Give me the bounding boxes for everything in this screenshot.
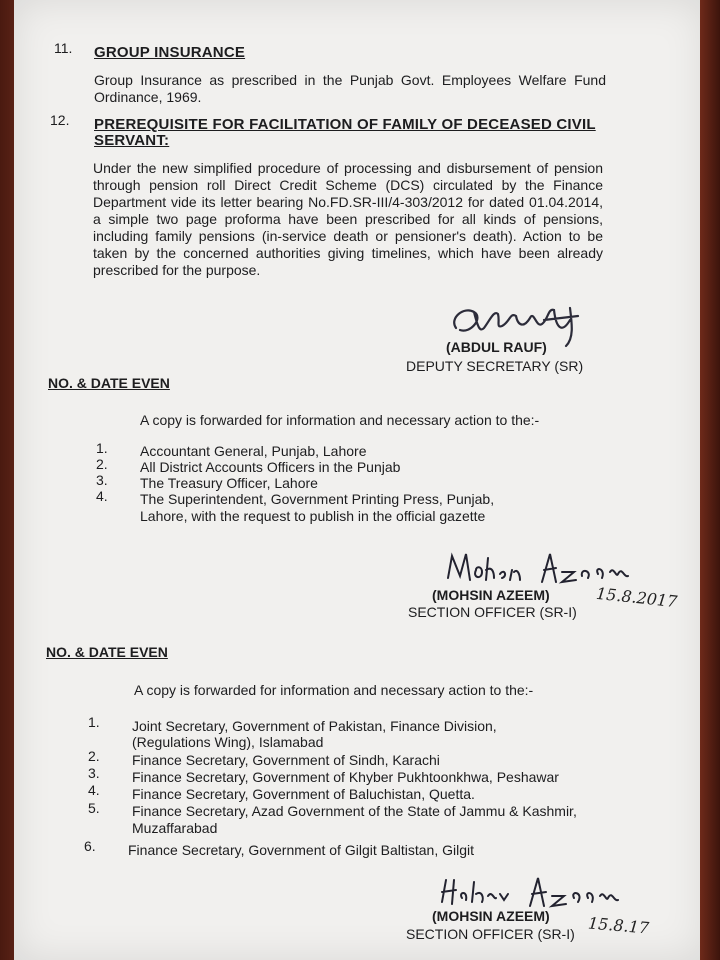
copy-1-item-3-text: The Treasury Officer, Lahore bbox=[140, 475, 318, 491]
background-edge bbox=[700, 0, 720, 960]
copy-1-heading: NO. & DATE EVEN bbox=[48, 375, 170, 391]
signatory-1-name: (ABDUL RAUF) bbox=[446, 339, 547, 355]
copy-1-item-2-number: 2. bbox=[96, 456, 108, 472]
copy-1-item-1-text: Accountant General, Punjab, Lahore bbox=[140, 443, 367, 459]
copy-2-item-2-number: 2. bbox=[88, 748, 100, 764]
copy-1-intro: A copy is forwarded for information and necessary action to the:- bbox=[140, 412, 540, 428]
document-page bbox=[14, 0, 704, 960]
signatory-3-name: (MOHSIN AZEEM) bbox=[432, 908, 550, 924]
copy-1-item-2-text: All District Accounts Officers in the Punjab bbox=[140, 459, 401, 475]
copy-2-item-6-text: Finance Secretary, Government of Gilgit Baltistan, Gilgit bbox=[128, 842, 474, 858]
signatory-1-title: DEPUTY SECRETARY (SR) bbox=[406, 358, 584, 374]
copy-1-item-3-number: 3. bbox=[96, 472, 108, 488]
section-11-text: Group Insurance as prescribed in the Punjab Govt. Employees Welfare Fund Ordinance, 1969. bbox=[94, 72, 606, 105]
copy-2-heading: NO. & DATE EVEN bbox=[46, 644, 168, 660]
section-11-heading: GROUP INSURANCE bbox=[94, 44, 246, 61]
copy-2-item-4-text: Finance Secretary, Government of Baluchistan, Quetta. bbox=[132, 786, 475, 802]
copy-2-intro: A copy is forwarded for information and necessary action to the:- bbox=[134, 682, 534, 698]
copy-1-item-4-text: The Superintendent, Government Printing Press, Punjab, bbox=[140, 491, 495, 507]
copy-2-item-3-text: Finance Secretary, Government of Khyber Pukhtoonkhwa, Peshawar bbox=[132, 769, 559, 785]
section-12-number: 12. bbox=[50, 112, 70, 128]
section-12-heading-line1: PREREQUISITE FOR FACILITATION OF FAMILY OF DECEASED CIVIL bbox=[94, 116, 596, 133]
copy-2-item-1-number: 1. bbox=[88, 714, 100, 730]
copy-2-item-5-text-line2: Muzaffarabad bbox=[132, 820, 218, 836]
signatory-2-title: SECTION OFFICER (SR-I) bbox=[408, 604, 577, 620]
copy-2-item-3-number: 3. bbox=[88, 765, 100, 781]
signatory-2-name: (MOHSIN AZEEM) bbox=[432, 587, 550, 603]
handwritten-date-1: 15.8.2017 bbox=[595, 583, 679, 612]
section-12-text: Under the new simplified procedure of processing and disbursement of pension through pension roll Direct Credit Scheme (DCS) circulated by the Finance Department vide its letter bearing No.FD.SR-III/4-303/2012 for dated 01.04.2014, a simple two page proforma have been prescribed for all kinds of pensions, including family pensions (in-service death or pensioner's death). Action to be taken by the concerned authorities giving timelines, which have been already prescribed for the purpose. bbox=[93, 160, 603, 278]
copy-2-item-2-text: Finance Secretary, Government of Sindh, Karachi bbox=[132, 752, 440, 768]
copy-2-item-4-number: 4. bbox=[88, 782, 100, 798]
section-11-number: 11. bbox=[54, 40, 73, 56]
signatory-3-title: SECTION OFFICER (SR-I) bbox=[406, 926, 575, 942]
handwritten-date-2: 15.8.17 bbox=[587, 913, 650, 938]
section-12-heading-line2: SERVANT: bbox=[94, 132, 170, 149]
copy-2-item-5-text: Finance Secretary, Azad Government of the State of Jammu & Kashmir, bbox=[132, 803, 577, 819]
copy-2-item-1-text: Joint Secretary, Government of Pakistan, Finance Division, bbox=[132, 718, 497, 734]
copy-1-item-4-number: 4. bbox=[96, 488, 108, 504]
copy-2-item-1-text-line2: (Regulations Wing), Islamabad bbox=[132, 734, 324, 750]
copy-1-item-4-text-line2: Lahore, with the request to publish in the official gazette bbox=[140, 508, 486, 524]
copy-1-item-1-number: 1. bbox=[96, 440, 108, 456]
copy-2-item-5-number: 5. bbox=[88, 800, 100, 816]
copy-2-item-6-number: 6. bbox=[84, 838, 96, 854]
